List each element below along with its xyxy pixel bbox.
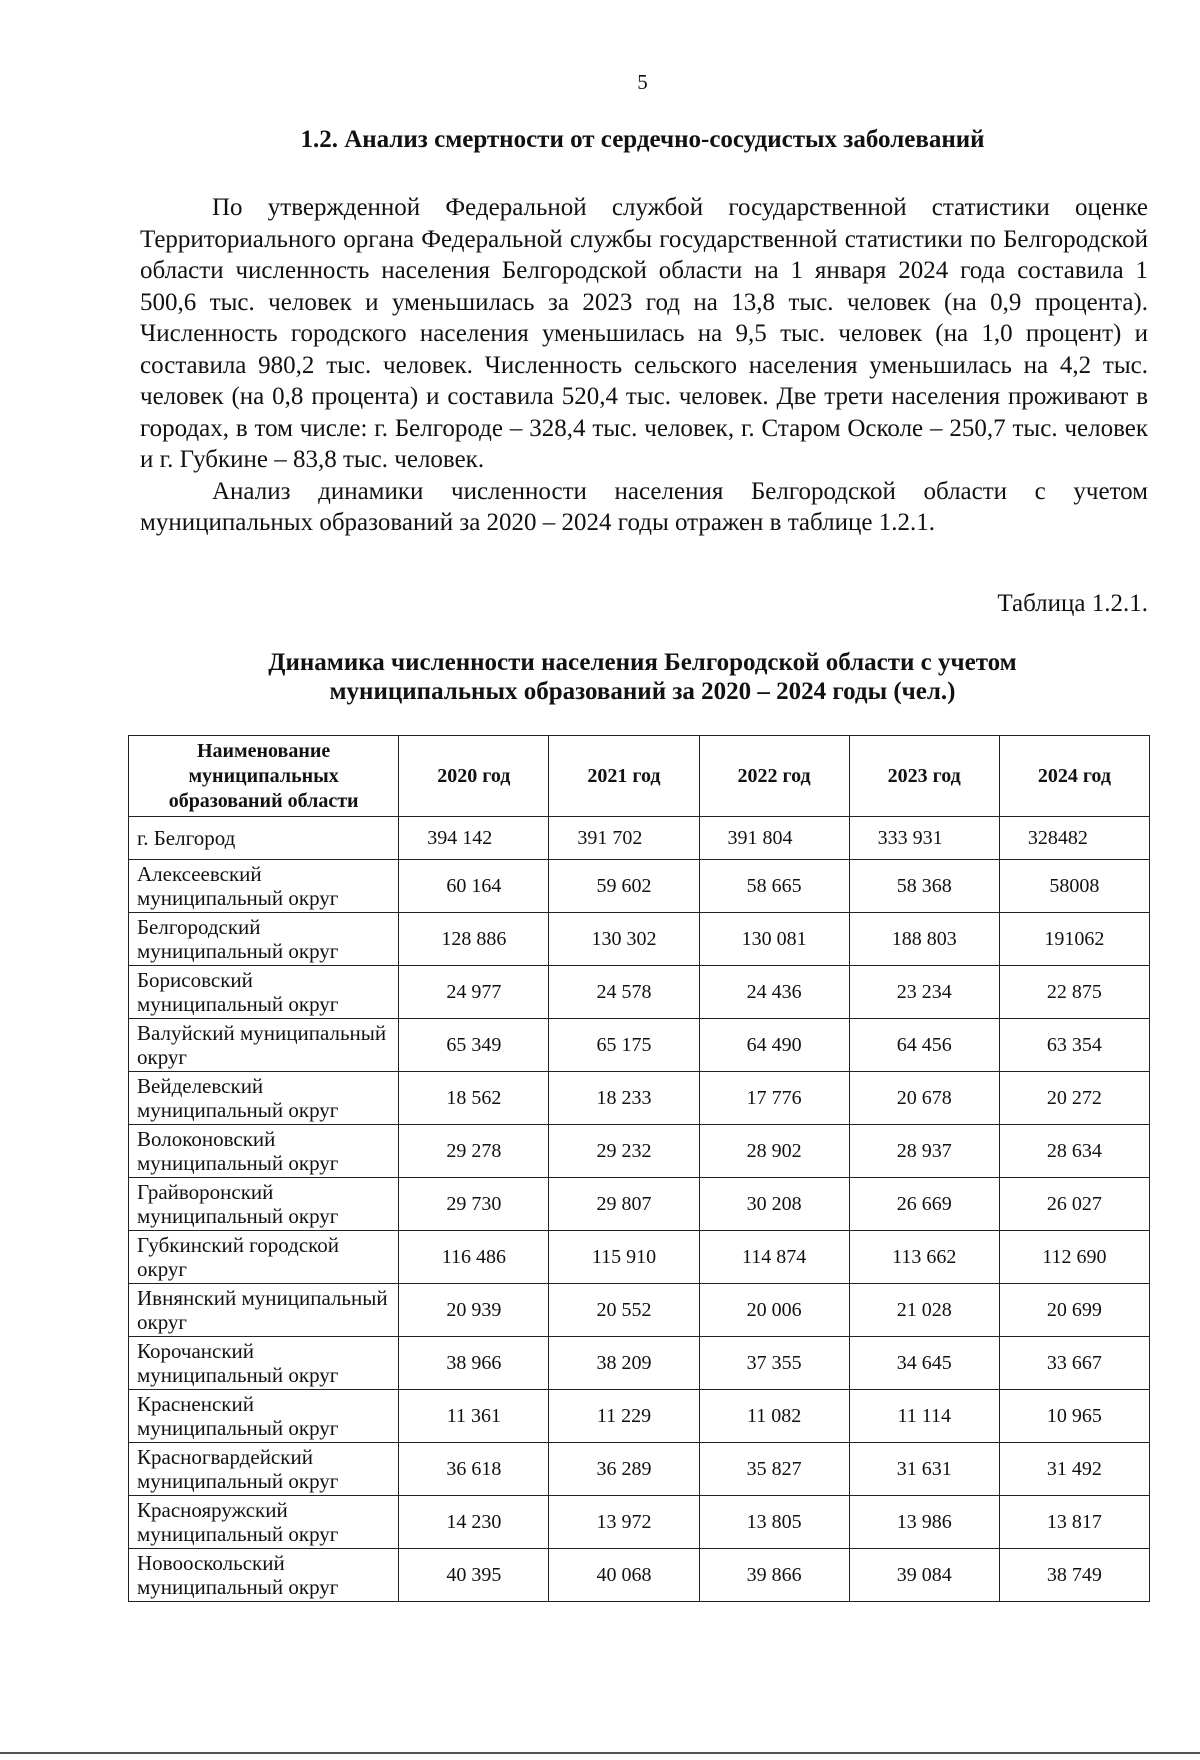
cell-2022: 20 006 (699, 1284, 849, 1337)
paragraph-1: По утвержденной Федеральной службой государственной статистики оценке Территориального органа Федеральной службы государственной статистики по Белгородской области численность населения Белгородской области на 1 января 2024 года составила 1 500,6 тыс. человек и уменьшилась за 2023 год на 13,8 тыс. человек (на 0,9 процента). Численность городского населения уменьшилась на 9,5 тыс. человек (на 1,0 процент) и составила 980,2 тыс. человек. Численность сельского населения уменьшилась на 4,2 тыс. человек (на 0,8 процента) и составила 520,4 тыс. человек. Две трети населения проживают в городах, в том числе: г. Белгороде – 328,4 тыс. человек, г. Старом Осколе – 250,7 тыс. человек и г. Губкине – 83,8 тыс. человек. (140, 194, 1148, 473)
cell-2022: 130 081 (699, 913, 849, 966)
cell-2020: 38 966 (399, 1337, 549, 1390)
cell-2023: 113 662 (849, 1231, 999, 1284)
cell-2024: 22 875 (999, 966, 1149, 1019)
table-row (129, 1019, 1150, 1072)
body-text (140, 192, 1148, 539)
cell-municipality: Валуйский муниципальный округ (129, 1019, 399, 1072)
cell-2021: 20 552 (549, 1284, 699, 1337)
paragraph-2: Анализ динамики численности населения Белгородской области с учетом муниципальных образований за 2020 – 2024 годы отражен в таблице 1.2.1. (140, 477, 1148, 536)
cell-2022: 64 490 (699, 1019, 849, 1072)
cell-2024: 63 354 (999, 1019, 1149, 1072)
cell-2021: 40 068 (549, 1549, 699, 1602)
table-title-line-2: муниципальных образований за 2020 – 2024 годы (чел.) (329, 678, 956, 705)
cell-2024: 13 817 (999, 1496, 1149, 1549)
table-row (129, 1549, 1150, 1602)
cell-2023: 39 084 (849, 1549, 999, 1602)
bottom-rule (0, 1752, 1200, 1754)
cell-2020: 29 278 (399, 1125, 549, 1178)
table-header-row (129, 736, 1150, 817)
cell-2021: 130 302 (549, 913, 699, 966)
cell-2020: 116 486 (399, 1231, 549, 1284)
header-2023: 2023 год (849, 736, 999, 817)
cell-2023: 64 456 (849, 1019, 999, 1072)
cell-municipality: Корочанский муниципальный округ (129, 1337, 399, 1390)
cell-2024: 33 667 (999, 1337, 1149, 1390)
cell-2023: 23 234 (849, 966, 999, 1019)
table-body (129, 817, 1150, 1602)
cell-2023: 333 931 (849, 817, 999, 860)
population-table (128, 735, 1150, 1602)
cell-2020: 128 886 (399, 913, 549, 966)
cell-2020: 60 164 (399, 860, 549, 913)
cell-municipality: Ивнянский муниципальный округ (129, 1284, 399, 1337)
cell-2024: 28 634 (999, 1125, 1149, 1178)
page-number: 5 (637, 70, 648, 94)
cell-2021: 391 702 (549, 817, 699, 860)
header-municipality: Наименование муниципальных образований области (129, 736, 399, 817)
header-2022: 2022 год (699, 736, 849, 817)
cell-2022: 39 866 (699, 1549, 849, 1602)
cell-2022: 17 776 (699, 1072, 849, 1125)
cell-2023: 20 678 (849, 1072, 999, 1125)
cell-2023: 28 937 (849, 1125, 999, 1178)
cell-2023: 11 114 (849, 1390, 999, 1443)
cell-2022: 28 902 (699, 1125, 849, 1178)
cell-2020: 394 142 (399, 817, 549, 860)
cell-2022: 24 436 (699, 966, 849, 1019)
table-row (129, 1072, 1150, 1125)
cell-2022: 58 665 (699, 860, 849, 913)
cell-2021: 18 233 (549, 1072, 699, 1125)
cell-2020: 11 361 (399, 1390, 549, 1443)
table-caption: Таблица 1.2.1. (997, 590, 1148, 617)
cell-municipality: Новооскольский муниципальный округ (129, 1549, 399, 1602)
table-row (129, 1284, 1150, 1337)
cell-2021: 13 972 (549, 1496, 699, 1549)
cell-municipality: Краснояружский муниципальный округ (129, 1496, 399, 1549)
cell-2024: 112 690 (999, 1231, 1149, 1284)
cell-2022: 30 208 (699, 1178, 849, 1231)
table-row (129, 1496, 1150, 1549)
table-row (129, 913, 1150, 966)
cell-2020: 40 395 (399, 1549, 549, 1602)
table-title (140, 648, 1145, 706)
cell-2021: 29 807 (549, 1178, 699, 1231)
header-2021: 2021 год (549, 736, 699, 817)
section-heading: 1.2. Анализ смертности от сердечно-сосудистых заболеваний (300, 126, 985, 153)
cell-2022: 114 874 (699, 1231, 849, 1284)
cell-2024: 38 749 (999, 1549, 1149, 1602)
cell-2021: 11 229 (549, 1390, 699, 1443)
table-row (129, 1231, 1150, 1284)
cell-2020: 29 730 (399, 1178, 549, 1231)
cell-2020: 36 618 (399, 1443, 549, 1496)
cell-2023: 58 368 (849, 860, 999, 913)
cell-2020: 20 939 (399, 1284, 549, 1337)
header-2020: 2020 год (399, 736, 549, 817)
cell-municipality: Вейделевский муниципальный округ (129, 1072, 399, 1125)
cell-2023: 34 645 (849, 1337, 999, 1390)
table-row (129, 1178, 1150, 1231)
cell-2020: 65 349 (399, 1019, 549, 1072)
cell-2024: 20 699 (999, 1284, 1149, 1337)
cell-2024: 328482 (999, 817, 1149, 860)
cell-municipality: Грайворонский муниципальный округ (129, 1178, 399, 1231)
cell-2024: 10 965 (999, 1390, 1149, 1443)
cell-2022: 391 804 (699, 817, 849, 860)
table-row (129, 1443, 1150, 1496)
cell-2021: 38 209 (549, 1337, 699, 1390)
cell-2021: 115 910 (549, 1231, 699, 1284)
cell-municipality: Красногвардейский муниципальный округ (129, 1443, 399, 1496)
cell-municipality: Алексеевский муниципальный округ (129, 860, 399, 913)
cell-2021: 29 232 (549, 1125, 699, 1178)
table-row (129, 1390, 1150, 1443)
cell-2023: 13 986 (849, 1496, 999, 1549)
cell-2021: 59 602 (549, 860, 699, 913)
cell-2023: 26 669 (849, 1178, 999, 1231)
cell-2024: 20 272 (999, 1072, 1149, 1125)
cell-2024: 31 492 (999, 1443, 1149, 1496)
cell-2020: 18 562 (399, 1072, 549, 1125)
cell-municipality: Красненский муниципальный округ (129, 1390, 399, 1443)
cell-2023: 21 028 (849, 1284, 999, 1337)
table-row (129, 1337, 1150, 1390)
cell-municipality: Борисовский муниципальный округ (129, 966, 399, 1019)
cell-2024: 26 027 (999, 1178, 1149, 1231)
table-row (129, 860, 1150, 913)
cell-municipality: г. Белгород (129, 817, 399, 860)
cell-2024: 58008 (999, 860, 1149, 913)
table-row (129, 966, 1150, 1019)
cell-municipality: Белгородский муниципальный округ (129, 913, 399, 966)
cell-2024: 191062 (999, 913, 1149, 966)
cell-municipality: Волоконовский муниципальный округ (129, 1125, 399, 1178)
cell-2021: 24 578 (549, 966, 699, 1019)
cell-municipality: Губкинский городской округ (129, 1231, 399, 1284)
cell-2020: 14 230 (399, 1496, 549, 1549)
table-row (129, 1125, 1150, 1178)
table-title-line-1: Динамика численности населения Белгородской области с учетом (268, 649, 1017, 676)
cell-2022: 11 082 (699, 1390, 849, 1443)
cell-2023: 31 631 (849, 1443, 999, 1496)
table-row (129, 817, 1150, 860)
cell-2020: 24 977 (399, 966, 549, 1019)
cell-2021: 36 289 (549, 1443, 699, 1496)
cell-2022: 37 355 (699, 1337, 849, 1390)
cell-2022: 13 805 (699, 1496, 849, 1549)
cell-2023: 188 803 (849, 913, 999, 966)
cell-2021: 65 175 (549, 1019, 699, 1072)
header-2024: 2024 год (999, 736, 1149, 817)
cell-2022: 35 827 (699, 1443, 849, 1496)
